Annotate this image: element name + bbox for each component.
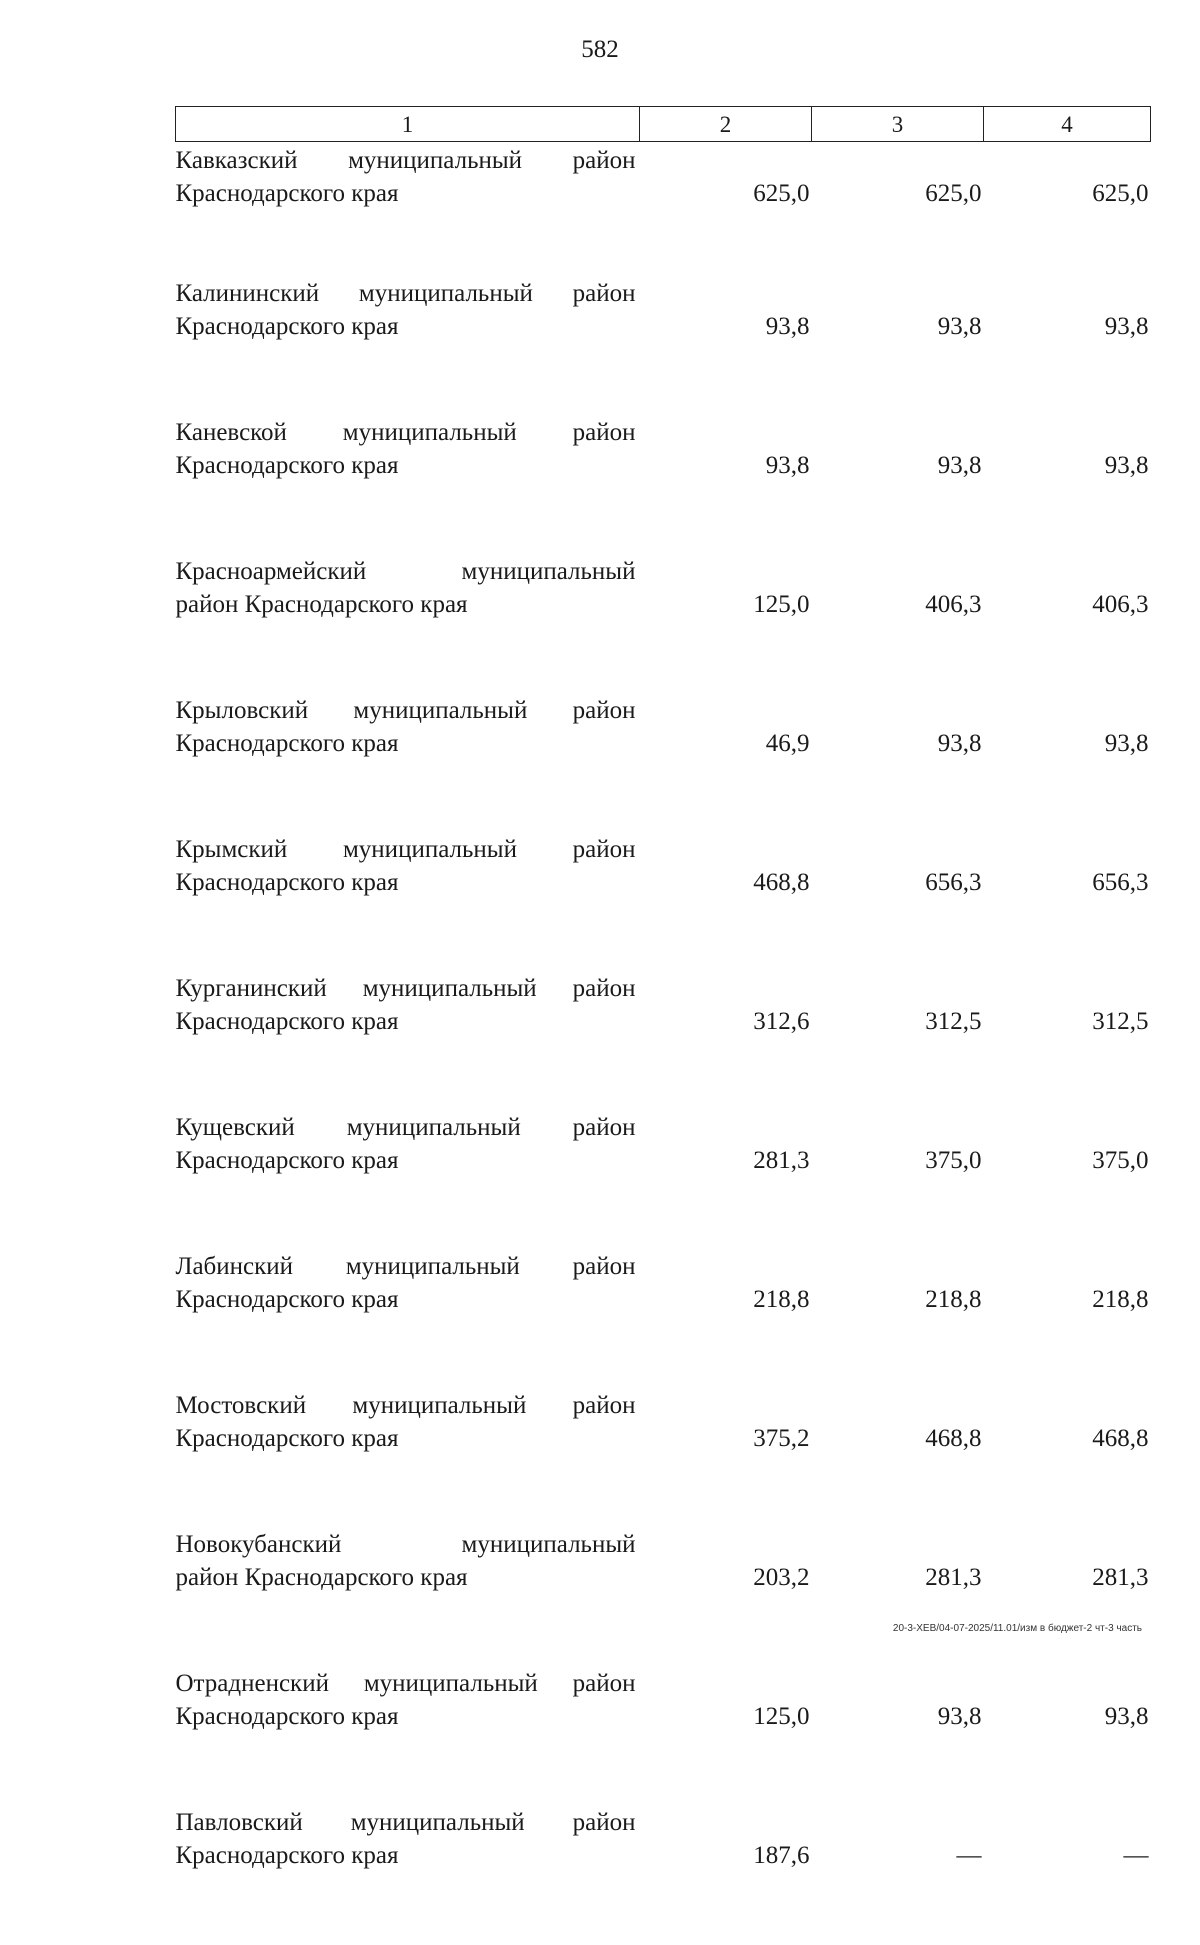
district-name-cell bbox=[176, 416, 640, 555]
district-name-line1: Калининский муниципальный район bbox=[176, 277, 636, 310]
value-cell-col3: 93,8 bbox=[812, 694, 984, 833]
district-name-line1: Кавказский муниципальный район bbox=[176, 144, 636, 177]
district-name-line2: район Краснодарского края bbox=[176, 1561, 636, 1594]
table-row bbox=[176, 972, 1151, 1111]
value-cell-col4: 93,8 bbox=[984, 1667, 1151, 1806]
table-row bbox=[176, 1667, 1151, 1806]
table-row bbox=[176, 277, 1151, 416]
district-name-line2: район Краснодарского края bbox=[176, 588, 636, 621]
district-name-cell bbox=[176, 142, 640, 278]
value-cell-col4: 93,8 bbox=[984, 694, 1151, 833]
value-cell-col4: 656,3 bbox=[984, 833, 1151, 972]
value-cell-col2: 203,2 bbox=[640, 1528, 812, 1667]
table-header-row bbox=[176, 107, 1151, 142]
district-name-line1: Каневской муниципальный район bbox=[176, 416, 636, 449]
district-name-line1: Павловский муниципальный район bbox=[176, 1806, 636, 1839]
district-name-line2: Краснодарского края bbox=[176, 449, 636, 482]
value-cell-col2: 281,3 bbox=[640, 1111, 812, 1250]
value-cell-col2: 312,6 bbox=[640, 972, 812, 1111]
value-cell-col3: 625,0 bbox=[812, 142, 984, 278]
table-row bbox=[176, 1528, 1151, 1667]
value-cell-col2: 125,0 bbox=[640, 555, 812, 694]
table-row bbox=[176, 1389, 1151, 1528]
table-row bbox=[176, 555, 1151, 694]
district-name-line1: Мостовский муниципальный район bbox=[176, 1389, 636, 1422]
value-cell-col3: 468,8 bbox=[812, 1389, 984, 1528]
value-cell-col2: 125,0 bbox=[640, 1667, 812, 1806]
value-cell-col3: 93,8 bbox=[812, 1667, 984, 1806]
value-cell-col2: 625,0 bbox=[640, 142, 812, 278]
table-row bbox=[176, 1111, 1151, 1250]
value-cell-col4: 406,3 bbox=[984, 555, 1151, 694]
value-cell-col3: 218,8 bbox=[812, 1250, 984, 1389]
district-name-line2: Краснодарского края bbox=[176, 1283, 636, 1316]
value-cell-col4: 281,3 bbox=[984, 1528, 1151, 1667]
value-cell-col4: 218,8 bbox=[984, 1250, 1151, 1389]
table-row bbox=[176, 694, 1151, 833]
table-row bbox=[176, 1806, 1151, 1945]
district-name-line2: Краснодарского края bbox=[176, 1839, 636, 1872]
district-name-line2: Краснодарского края bbox=[176, 866, 636, 899]
district-name-line2: Краснодарского края bbox=[176, 1005, 636, 1038]
district-name-line1: Крыловский муниципальный район bbox=[176, 694, 636, 727]
value-cell-col2: 187,6 bbox=[640, 1806, 812, 1945]
table-row bbox=[176, 416, 1151, 555]
district-name-cell bbox=[176, 694, 640, 833]
value-cell-col2: 218,8 bbox=[640, 1250, 812, 1389]
district-name-line1: Кущевский муниципальный район bbox=[176, 1111, 636, 1144]
value-cell-col3: 312,5 bbox=[812, 972, 984, 1111]
district-name-line2: Краснодарского края bbox=[176, 727, 636, 760]
district-name-cell bbox=[176, 833, 640, 972]
budget-table bbox=[175, 106, 1151, 1945]
value-cell-col4: 625,0 bbox=[984, 142, 1151, 278]
district-name-line1: Красноармейский муниципальный bbox=[176, 555, 636, 588]
district-name-line2: Краснодарского края bbox=[176, 310, 636, 343]
value-cell-col3: — bbox=[812, 1806, 984, 1945]
district-name-line1: Крымский муниципальный район bbox=[176, 833, 636, 866]
value-cell-col3: 656,3 bbox=[812, 833, 984, 972]
district-name-cell bbox=[176, 277, 640, 416]
value-cell-col4: 93,8 bbox=[984, 277, 1151, 416]
district-name-line2: Краснодарского края bbox=[176, 1144, 636, 1177]
district-name-cell bbox=[176, 1806, 640, 1945]
district-name-line2: Краснодарского края bbox=[176, 1422, 636, 1455]
value-cell-col2: 93,8 bbox=[640, 277, 812, 416]
value-cell-col2: 375,2 bbox=[640, 1389, 812, 1528]
district-name-line2: Краснодарского края bbox=[176, 177, 636, 210]
value-cell-col4: 468,8 bbox=[984, 1389, 1151, 1528]
value-cell-col3: 281,3 bbox=[812, 1528, 984, 1667]
district-name-line2: Краснодарского края bbox=[176, 1700, 636, 1733]
value-cell-col2: 46,9 bbox=[640, 694, 812, 833]
district-name-line1: Отрадненский муниципальный район bbox=[176, 1667, 636, 1700]
district-name-cell bbox=[176, 1111, 640, 1250]
district-name-cell bbox=[176, 1389, 640, 1528]
value-cell-col2: 468,8 bbox=[640, 833, 812, 972]
district-name-cell bbox=[176, 1667, 640, 1806]
document-footer-code: 20-3-ХЕВ/04-07-2025/11.01/изм в бюджет-2 чт-3 часть bbox=[893, 1623, 1142, 1634]
district-name-line1: Лабинский муниципальный район bbox=[176, 1250, 636, 1283]
table-row bbox=[176, 833, 1151, 972]
table-body bbox=[176, 142, 1151, 1945]
column-header-1: 1 bbox=[176, 107, 640, 142]
value-cell-col4: 375,0 bbox=[984, 1111, 1151, 1250]
page-number: 582 bbox=[0, 36, 1200, 64]
value-cell-col4: — bbox=[984, 1806, 1151, 1945]
value-cell-col4: 312,5 bbox=[984, 972, 1151, 1111]
district-name-line1: Курганинский муниципальный район bbox=[176, 972, 636, 1005]
district-name-cell bbox=[176, 1250, 640, 1389]
value-cell-col4: 93,8 bbox=[984, 416, 1151, 555]
district-name-cell bbox=[176, 1528, 640, 1667]
column-header-2: 2 bbox=[640, 107, 812, 142]
district-name-cell bbox=[176, 555, 640, 694]
column-header-4: 4 bbox=[984, 107, 1151, 142]
value-cell-col3: 93,8 bbox=[812, 416, 984, 555]
district-name-line1: Новокубанский муниципальный bbox=[176, 1528, 636, 1561]
table-row bbox=[176, 1250, 1151, 1389]
value-cell-col2: 93,8 bbox=[640, 416, 812, 555]
column-header-3: 3 bbox=[812, 107, 984, 142]
table-row bbox=[176, 142, 1151, 278]
value-cell-col3: 375,0 bbox=[812, 1111, 984, 1250]
budget-table-container bbox=[175, 106, 1150, 1945]
value-cell-col3: 406,3 bbox=[812, 555, 984, 694]
district-name-cell bbox=[176, 972, 640, 1111]
value-cell-col3: 93,8 bbox=[812, 277, 984, 416]
